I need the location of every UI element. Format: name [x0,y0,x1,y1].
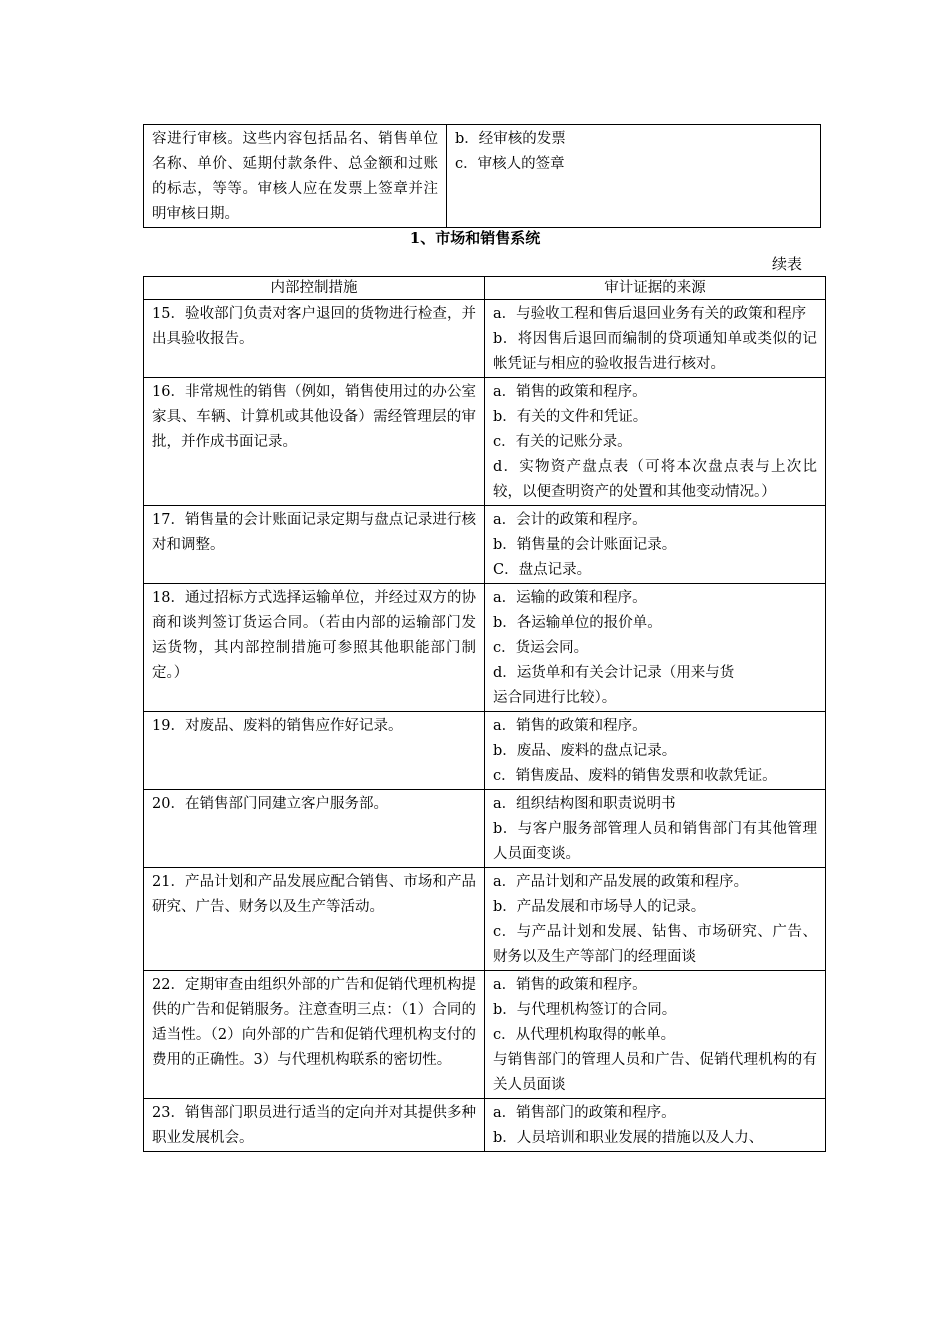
control-measure-cell: 20．在销售部门同建立客户服务部。 [144,790,485,868]
evidence-line: c．从代理机构取得的帐单。 [493,1027,676,1043]
evidence-line: a．运输的政策和程序。 [493,590,647,606]
evidence-line: a．销售的政策和程序。 [493,718,647,734]
evidence-line: a．销售的政策和程序。 [493,384,647,400]
evidence-line: a．产品计划和产品发展的政策和程序。 [493,874,749,890]
header-measures: 内部控制措施 [144,277,485,300]
table-row [144,378,826,506]
audit-evidence-cell [485,868,826,971]
evidence-line: b．废品、废料的盘点记录。 [493,743,677,759]
evidence-line: c．与产品计划和发展、钻售、市场研究、广告、财务以及生产等部门的经理面谈 [493,924,817,965]
header-evidence: 审计证据的来源 [485,277,826,300]
evidence-line: a．组织结构图和职责说明书 [493,796,676,812]
evidence-line: c．销售废品、废料的销售发票和收款凭证。 [493,768,777,784]
evidence-line: 与销售部门的管理人员和广告、促销代理机构的有关人员面谈 [493,1052,817,1093]
continued-fragment-table [143,124,821,228]
control-measure-cell: 21．产品计划和产品发展应配合销售、市场和产品研究、广告、财务以及生产等活动。 [144,868,485,971]
evidence-line: b．将因售后退回而编制的贷项通知单或类似的记帐凭证与相应的验收报告进行核对。 [493,331,817,372]
evidence-line: a．与验收工程和售后退回业务有关的政策和程序 [493,306,807,322]
audit-evidence-cell [485,712,826,790]
section-title: 1、市场和销售系统 [409,229,541,247]
evidence-line: 运合同进行比较）。 [493,690,617,706]
table-row [144,300,826,378]
table-row [144,790,826,868]
evidence-line: b．与代理机构签订的合同。 [493,1002,677,1018]
evidence-line: c．审核人的签章 [455,156,565,172]
audit-evidence-cell [485,584,826,712]
control-measure-cell: 23．销售部门职员进行适当的定向并对其提供多种职业发展机会。 [144,1099,485,1152]
table-row [144,868,826,971]
table-row [144,584,826,712]
evidence-line: b．与客户服务部管理人员和销售部门有其他管理人员面变谈。 [493,821,817,862]
fragment-measure-cell: 容进行审核。这些内容包括品名、销售单位名称、单价、延期付款条件、总金额和过账的标志，等等。审核人应在发票上签章并注明审核日期。 [144,125,447,228]
audit-evidence-cell [485,300,826,378]
evidence-line: d．运货单和有关会计记录（用来与货 [493,665,735,681]
evidence-line: c．货运会同。 [493,640,589,656]
control-measure-cell: 17．销售量的会计账面记录定期与盘点记录进行核对和调整。 [144,506,485,584]
fragment-evidence-cell [447,125,821,228]
table-row [144,712,826,790]
evidence-line: b．有关的文件和凭证。 [493,409,648,425]
audit-evidence-cell [485,378,826,506]
control-measure-cell: 18．通过招标方式选择运输单位，并经过双方的协商和谈判签订货运合同。（若由内部的运输部门发运货物，其内部控制措施可参照其他职能部门制定。） [144,584,485,712]
table-row [144,506,826,584]
control-measure-cell: 16．非常规性的销售（例如，销售使用过的办公室家具、车辆、计算机或其他设备）需经管理层的审批，并作成书面记录。 [144,378,485,506]
audit-evidence-cell [485,971,826,1099]
table-header-row [144,277,826,300]
evidence-line: b．经审核的发票 [455,131,566,147]
controls-table [143,276,826,1152]
table-row [144,1099,826,1152]
audit-evidence-cell [485,506,826,584]
control-measure-cell: 15．验收部门负责对客户退回的货物进行检查，并出具验收报告。 [144,300,485,378]
evidence-line: b．销售量的会计账面记录。 [493,537,677,553]
evidence-line: c．有关的记账分录。 [493,434,632,450]
table-row [144,125,821,228]
evidence-line: a．销售部门的政策和程序。 [493,1105,676,1121]
table-body [144,300,826,1152]
evidence-line: d．实物资产盘点表（可将本次盘点表与上次比较，以便查明资产的处置和其他变动情况。） [493,459,817,500]
evidence-line: C．盘点记录。 [493,562,592,578]
evidence-line: b．各运输单位的报价单。 [493,615,662,631]
table-row [144,971,826,1099]
control-measure-cell: 22．定期审查由组织外部的广告和促销代理机构提供的广告和促销服务。注意查明三点：（1）合同的适当性。（2）向外部的广告和促销代理机构支付的费用的正确性。3）与代理机构联系的密切性。 [144,971,485,1099]
audit-evidence-cell [485,790,826,868]
evidence-line: b．产品发展和市场导人的记录。 [493,899,706,915]
continued-label: 续表 [772,255,803,273]
audit-evidence-cell [485,1099,826,1152]
control-measure-cell: 19．对废品、废料的销售应作好记录。 [144,712,485,790]
evidence-line: a．销售的政策和程序。 [493,977,647,993]
evidence-line: a．会计的政策和程序。 [493,512,647,528]
evidence-line: b．人员培训和职业发展的措施以及人力、 [493,1130,764,1146]
